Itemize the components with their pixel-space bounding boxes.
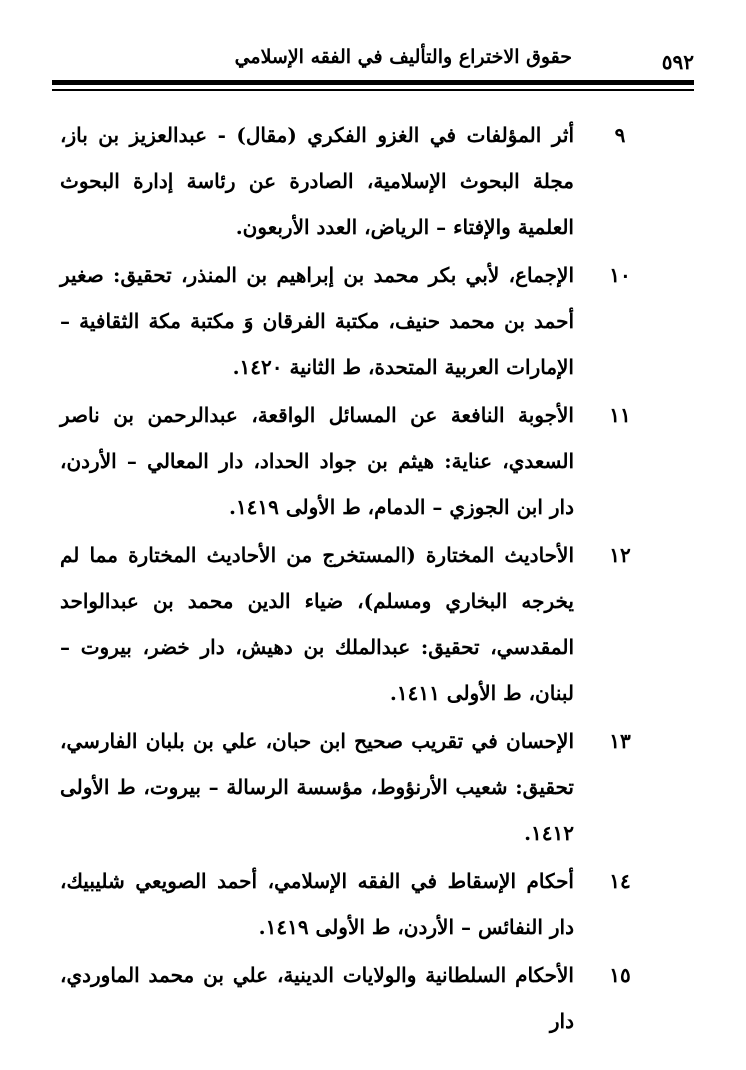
entry-text: الأجوبة النافعة عن المسائل الواقعة، عبدالرحمن بن ناصر السعدي، عناية: هيثم بن جواد الحداد، دار المعالي – الأردن، دار ابن الجوزي – الدمام، ط الأولى ١٤١٩. (60, 403, 574, 519)
bibliography-list (60, 112, 640, 1046)
entry-text: الإحسان في تقريب صحيح ابن حبان، علي بن بلبان الفارسي، تحقيق: شعيب الأرنؤوط، مؤسسة الرسالة – بيروت، ط الأولى ١٤١٢. (60, 729, 574, 845)
header-rule-thick (52, 80, 694, 85)
entry-number: ١٣ (609, 729, 631, 753)
entry-text: أحكام الإسقاط في الفقه الإسلامي، أحمد الصويعي شليبيك، دار النفائس – الأردن، ط الأولى ١٤١٩. (60, 869, 574, 939)
entry-text: الأحاديث المختارة (المستخرج من الأحاديث المختارة مما لم يخرجه البخاري ومسلم)، ضياء الدين محمد بن عبدالواحد المقدسي، تحقيق: عبدالملك بن دهيش، دار خضر، بيروت – لبنان، ط الأولى ١٤١١. (60, 543, 574, 705)
bibliography-entry (60, 718, 640, 856)
entry-text: أثر المؤلفات في الغزو الفكري (مقال) - عبدالعزيز بن باز، مجلة البحوث الإسلامية، الصادرة عن رئاسة إدارة البحوث العلمية والإفتاء – الرياض، العدد الأربعون. (60, 123, 575, 239)
bibliography-entry (60, 392, 640, 530)
entry-number: ١١ (609, 403, 631, 427)
entry-number: ١٠ (609, 263, 631, 287)
entry-number: ١٢ (609, 543, 631, 567)
bibliography-entry (60, 858, 640, 950)
bibliography-entry (60, 532, 640, 716)
entry-number: ١٥ (609, 963, 631, 987)
bibliography-entry (60, 112, 640, 250)
bibliography-entry (60, 252, 640, 390)
bibliography-entry (60, 952, 640, 1044)
running-header (52, 42, 694, 76)
entry-text: الأحكام السلطانية والولايات الدينية، علي بن محمد الماوردي، دار (60, 963, 574, 1033)
entry-number: ١٤ (609, 869, 631, 893)
header-rule-thin (52, 89, 694, 91)
header-title: حقوق الاختراع والتأليف في الفقه الإسلامي (234, 46, 572, 68)
entry-text: الإجماع، لأبي بكر محمد بن إبراهيم بن المنذر، تحقيق: صغير أحمد بن محمد حنيف، مكتبة الفرقان وَ مكتبة مكة الثقافية – الإمارات العربية المتحدة، ط الثانية ١٤٢٠. (60, 263, 574, 379)
page-number: ٥٩٢ (661, 50, 694, 74)
entry-number: ٩ (614, 123, 626, 147)
